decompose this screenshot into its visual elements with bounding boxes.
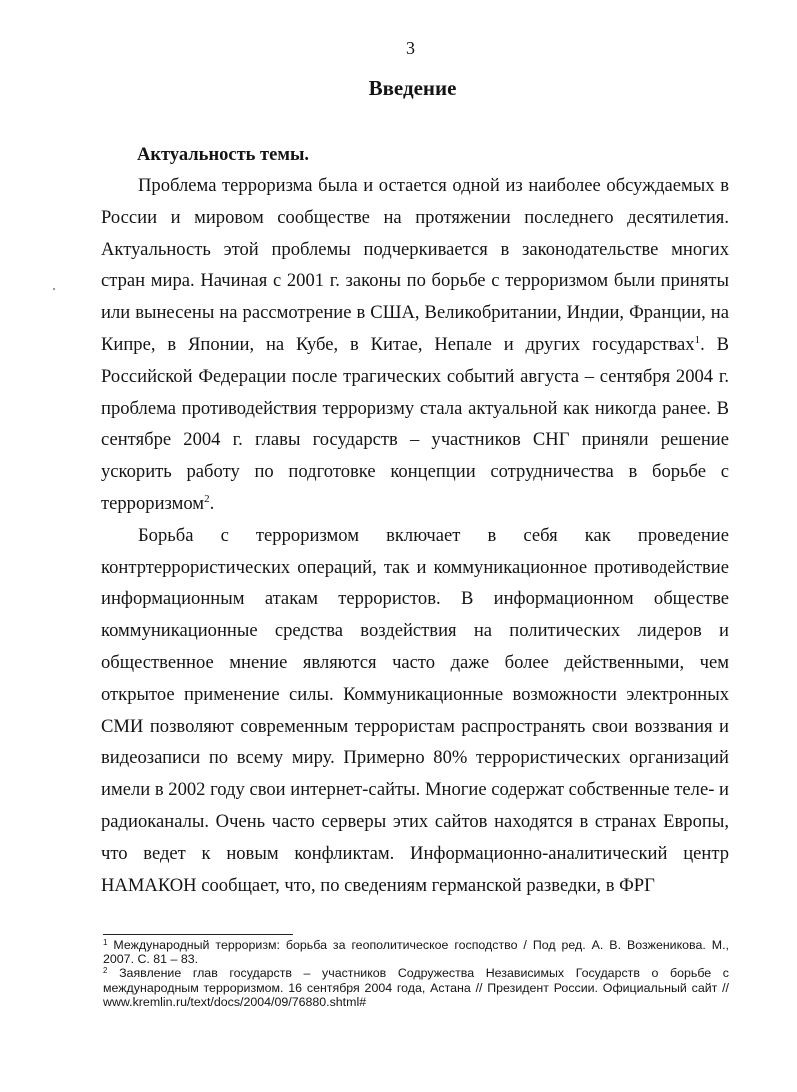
footnotes [103,938,729,1009]
paragraph-1 [101,170,729,520]
footnote-ref-2: 2 [204,492,210,505]
paragraph-1-text-a: Проблема терроризма была и остается одной из наиболее обсуждаемых в России и мировом сообществе на протяжении последнего десятилетия. Актуальность этой проблемы подчеркивается в законодательстве многих стран мира. Начиная с 2001 г. законы по борьбе с терроризмом были приняты или вынесены на рассмотрение в США, Великобритании, Индии, Франции, на Кипре, в Японии, на Кубе, в Китае, Непале и других государствах [101,175,729,355]
footnote-2 [103,966,729,1009]
paragraph-1-text-b: . В Российской Федерации после трагических событий августа – сентября 2004 г. проблема противодействия терроризму стала актуальной как никогда ранее. В сентябре 2004 г. главы государств – участников СНГ приняли решение ускорить работу по подготовке концепции сотрудничества в борьбе с терроризмом [101,333,730,514]
footnote-1-marker: 1 [103,938,108,947]
scan-speck [53,288,55,290]
body-text [101,170,729,901]
page-number: 3 [406,38,415,58]
page-title: Введение [368,76,457,100]
footnote-2-marker: 2 [103,966,108,976]
paragraph-2: Борьба с терроризмом включает в себя как проведение контртеррористических операций, так и коммуникационное противодействие информационным атакам террористов. В информационном обществе коммуникационные средства воздействия на политических лидеров и общественное мнение являются часто даже более действенными, чем открытое применение силы. Коммуникационные возможности электронных СМИ позволяют современным террористам распространять свои воззвания и видеозаписи по всему миру. Примерно 80% террористических организаций имели в 2002 году свои интернет-сайты. Многие содержат собственные теле- и радиоканалы. Очень часто серверы этих сайтов находятся в странах Европы, что ведет к новым конфликтам. Информационно-аналитический центр НАМАКОН сообщает, что, по сведениям германской разведки, в ФРГ [101,524,729,896]
footnote-1-text: Международный терроризм: борьба за геополитическое господство / Под ред. А. В. Возженикова. М., 2007. С. 81 – 83. [103,938,729,967]
paragraph-1-text-end: . [209,492,215,514]
footnote-2-text: Заявление глав государств – участников Содружества Независимых Государств о борьбе с международным терроризмом. 16 сентября 2004 года, Астана // Президент России. Официальный сайт // www.kremlin.ru/text/docs/2004/09/76880.shtml# [103,966,729,1009]
footnote-divider [103,934,293,935]
footnote-ref-1: 1 [694,333,701,346]
footnote-1 [103,938,729,966]
section-subheading: Актуальность темы. [137,145,310,165]
